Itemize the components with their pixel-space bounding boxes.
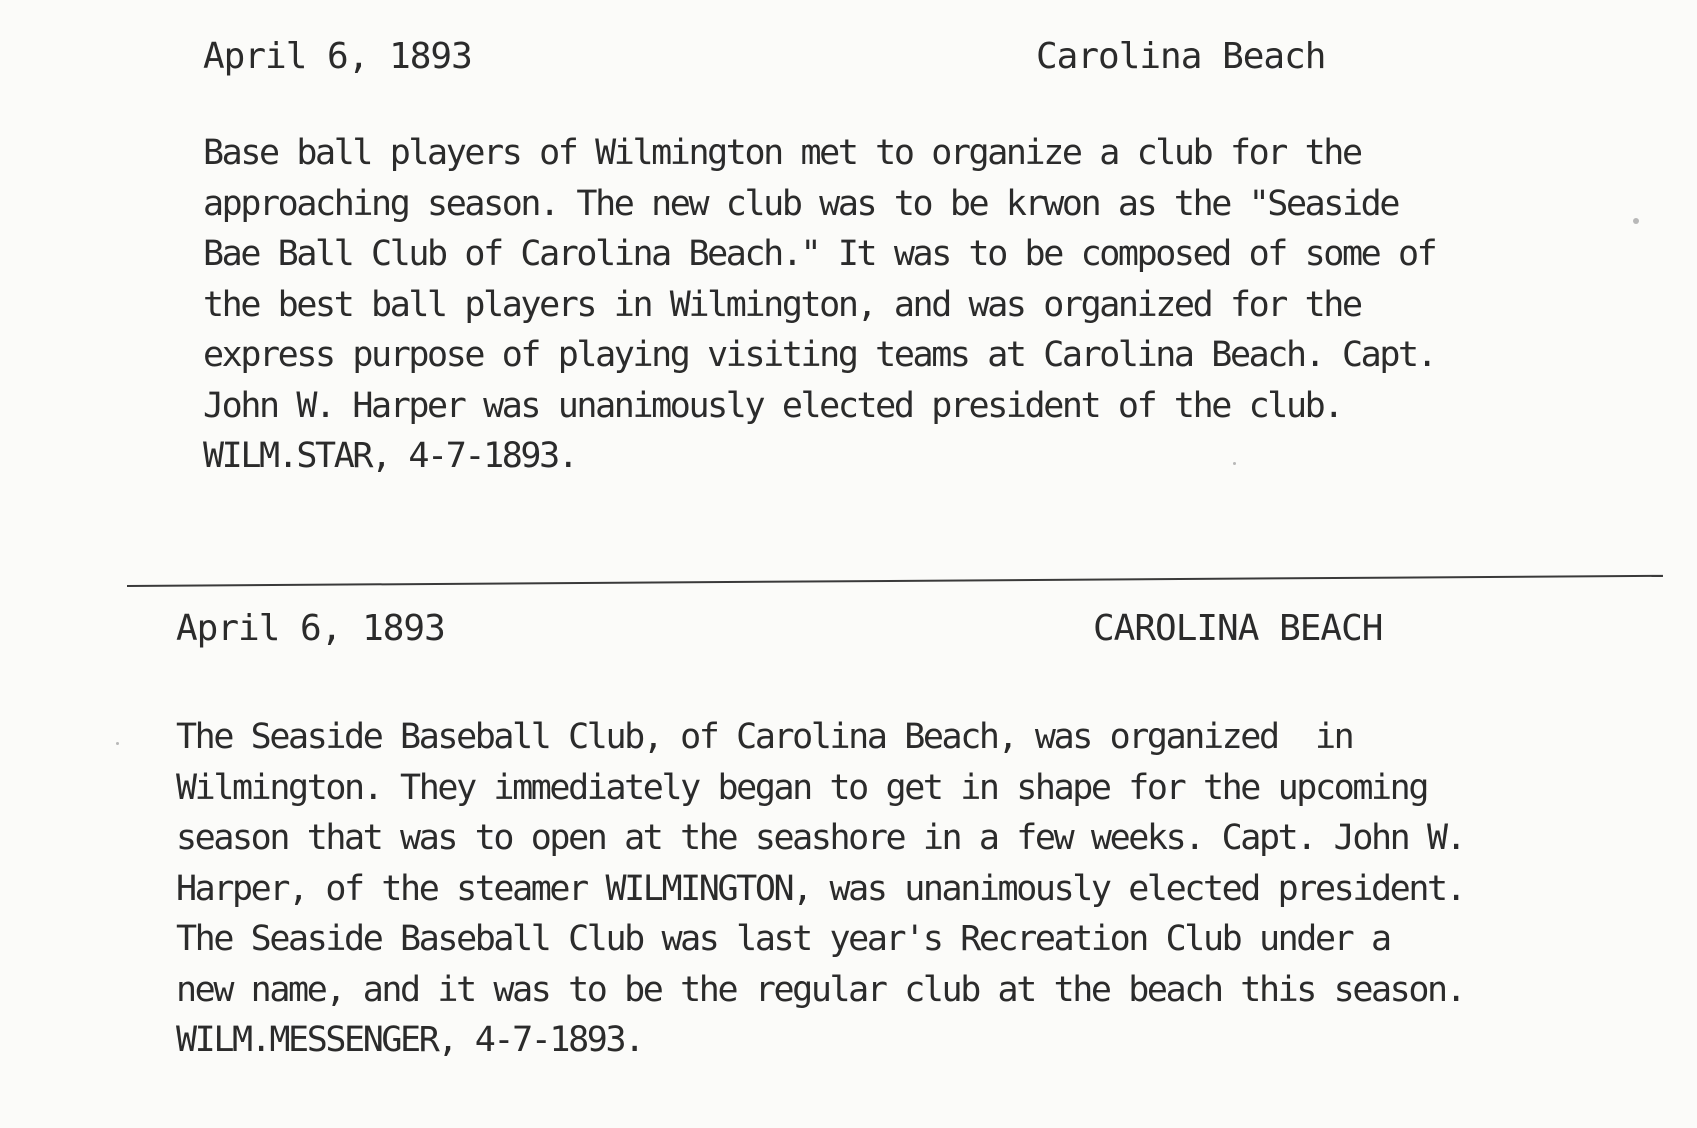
- paper-speck: [116, 742, 119, 745]
- entry-header: [203, 30, 1603, 84]
- clipping-entry-2: [176, 602, 1626, 1066]
- body-line: season that was to open at the seashore in a few weeks. Capt. John W.: [176, 818, 1465, 858]
- entry-date: April 6, 1893: [176, 608, 445, 649]
- body-line: new name, and it was to be the regular club at the beach this season.: [176, 969, 1465, 1010]
- paper-speck: [1633, 218, 1639, 224]
- entry-date: April 6, 1893: [203, 36, 472, 77]
- entry-place: CAROLINA BEACH: [1093, 608, 1383, 649]
- clipping-entry-1: [203, 30, 1603, 482]
- source-citation: WILM.STAR, 4-7-1893.: [203, 436, 577, 476]
- body-line: Harper, of the steamer WILMINGTON, was unanimously elected president.: [176, 868, 1465, 909]
- body-line: Base ball players of Wilmington met to organize a club for the: [203, 133, 1361, 173]
- entry-header: [176, 602, 1626, 656]
- entry-body: [176, 712, 1626, 1066]
- body-line: express purpose of playing visiting teams at Carolina Beach. Capt.: [203, 335, 1436, 375]
- body-line: The Seaside Baseball Club was last year's Recreation Club under a: [176, 919, 1390, 959]
- section-divider: [127, 575, 1663, 587]
- paper-speck: [1233, 462, 1236, 465]
- body-line: The Seaside Baseball Club, of Carolina Beach, was organized in: [176, 717, 1353, 757]
- body-line: John W. Harper was unanimously elected president of the club.: [203, 385, 1342, 426]
- body-line: Bae Ball Club of Carolina Beach." It was to be composed of some of: [203, 234, 1436, 274]
- source-citation: WILM.MESSENGER, 4-7-1893.: [176, 1020, 643, 1060]
- entry-body: [203, 128, 1603, 482]
- body-line: the best ball players in Wilmington, and was organized for the: [203, 284, 1361, 325]
- entry-place: Carolina Beach: [1036, 36, 1326, 77]
- body-line: approaching season. The new club was to be krwon as the "Seaside: [203, 183, 1398, 224]
- body-line: Wilmington. They immediately began to get in shape for the upcoming: [176, 767, 1428, 808]
